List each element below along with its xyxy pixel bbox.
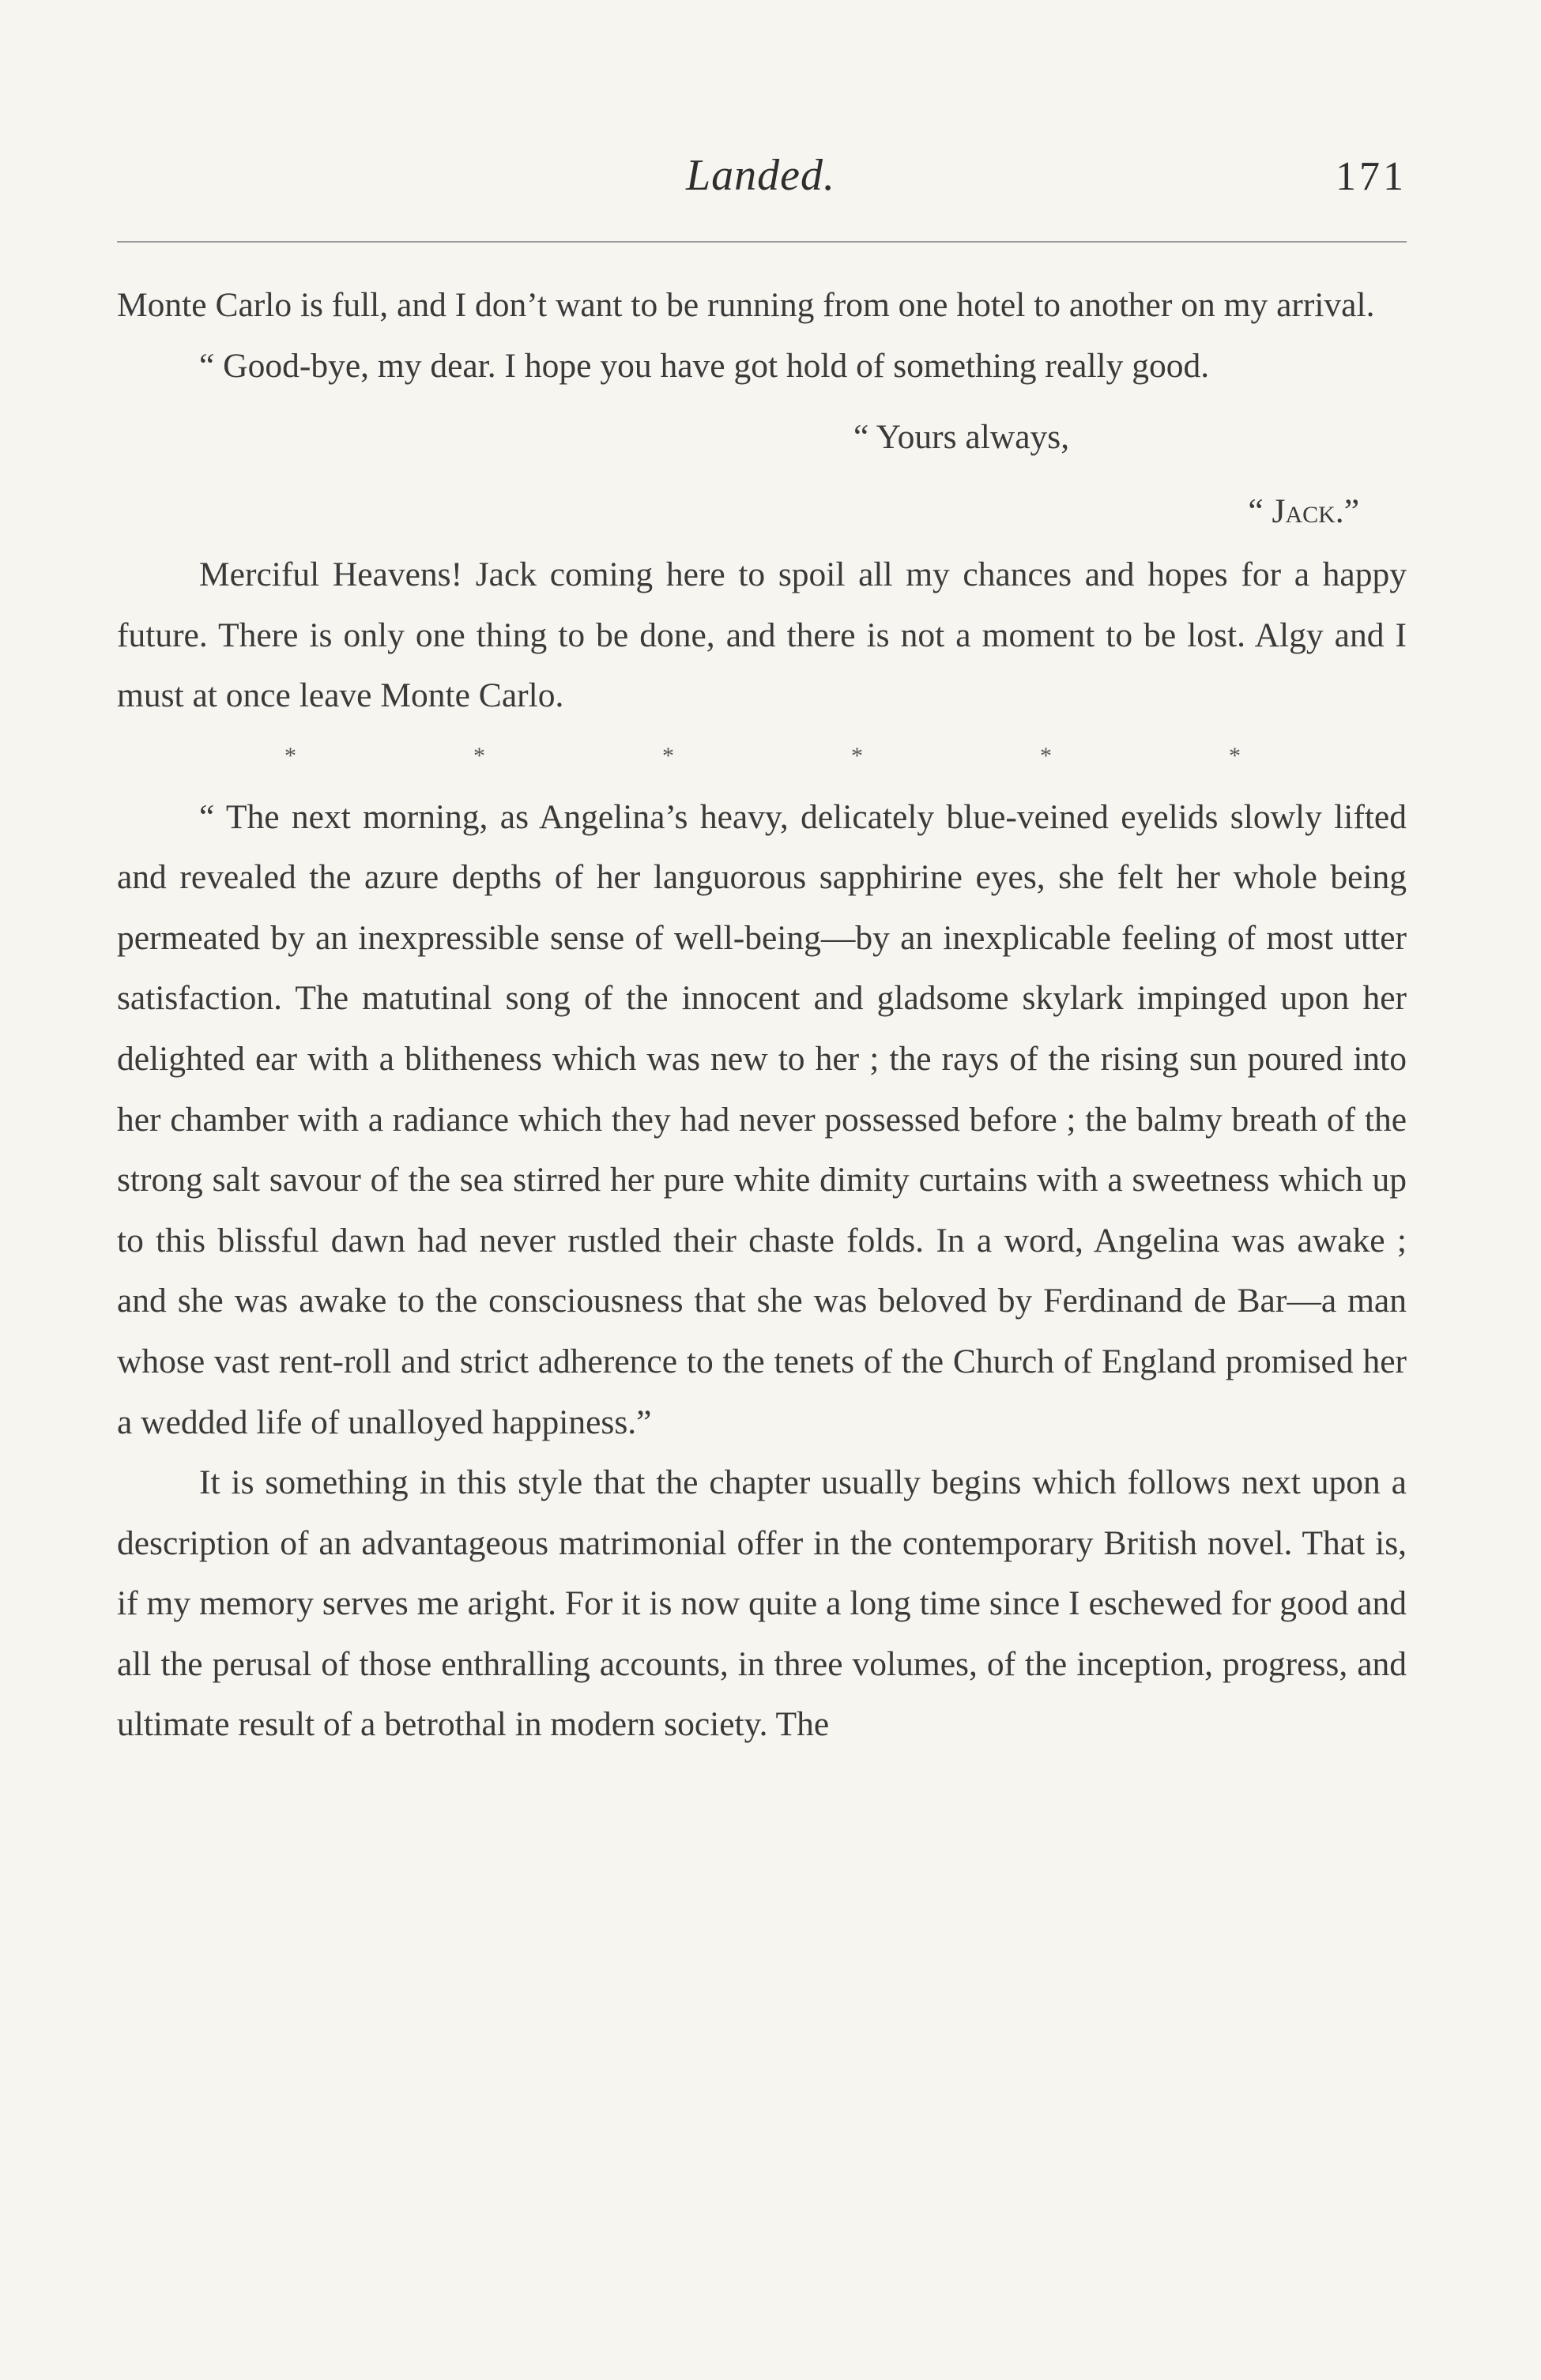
- signature-name: [117, 478, 1407, 544]
- section-star: *: [1229, 742, 1241, 769]
- paragraph-merciful-heavens: Merciful Heavens! Jack coming here to spoil all my chances and hopes for a happy future. There is only one thing to be done, and there is not a moment to be lost. Algy and I must at once leave Monte Carlo.: [117, 555, 1407, 715]
- page-header: [115, 150, 1407, 213]
- header-rule: [117, 241, 1407, 243]
- section-break-stars: [117, 726, 1407, 787]
- signature-close-quote: ”: [1343, 492, 1359, 531]
- paragraph-goodbye: “ Good-bye, my dear. I hope you have got hold of something really good.: [199, 346, 1210, 385]
- running-title: Landed.: [686, 151, 835, 200]
- signature-closing: “ Yours always,: [853, 418, 1070, 457]
- signature-open-quote: “: [1248, 492, 1272, 531]
- paragraph-angelina: “ The next morning, as Angelina’s heavy, delicately blue-veined eyelids slowly lifted and revealed the azure depths of her languorous sapphirine eyes, she felt her whole being permeated by an inexpressible sense of well-being—by an inexplicable feeling of most utter satisfaction. The matutinal song of the innocent and gladsome skylark impinged upon her delighted ear with a blitheness which was new to her ; the rays of the rising sun poured into her chamber with a radiance which they had never possessed before ; the balmy breath of the strong salt savour of the sea stirred her pure white dimity curtains with a sweetness which up to this blissful dawn had never rustled their chaste folds. In a word, Angelina was awake ; and she was awake to the consciousness that she was beloved by Ferdinand de Bar—a man whose vast rent-roll and strict adherence to the tenets of the Church of England promised her a wedded life of unalloyed happiness.”: [117, 797, 1407, 1441]
- section-star: *: [473, 742, 485, 769]
- paragraph-letter-continuation: Monte Carlo is full, and I don’t want to be running from one hotel to another on my arrival.: [117, 286, 1375, 324]
- section-star: *: [851, 742, 863, 769]
- section-star: *: [1040, 742, 1052, 769]
- paragraph-style-commentary: It is something in this style that the chapter usually begins which follows next upon a description of an advantageous matrimonial offer in the contemporary British novel. That is, if my memory serves me aright. For it is now quite a long time since I eschewed for good and all the perusal of those enthralling accounts, in three volumes, of the inception, progress, and ultimate result of a betrothal in modern society. The: [117, 1463, 1407, 1744]
- page-number: 171: [1336, 154, 1407, 199]
- signature-name-text: Jack.: [1272, 492, 1344, 531]
- section-star: *: [284, 742, 296, 769]
- section-star: *: [662, 742, 674, 769]
- body-text: [117, 275, 1407, 1755]
